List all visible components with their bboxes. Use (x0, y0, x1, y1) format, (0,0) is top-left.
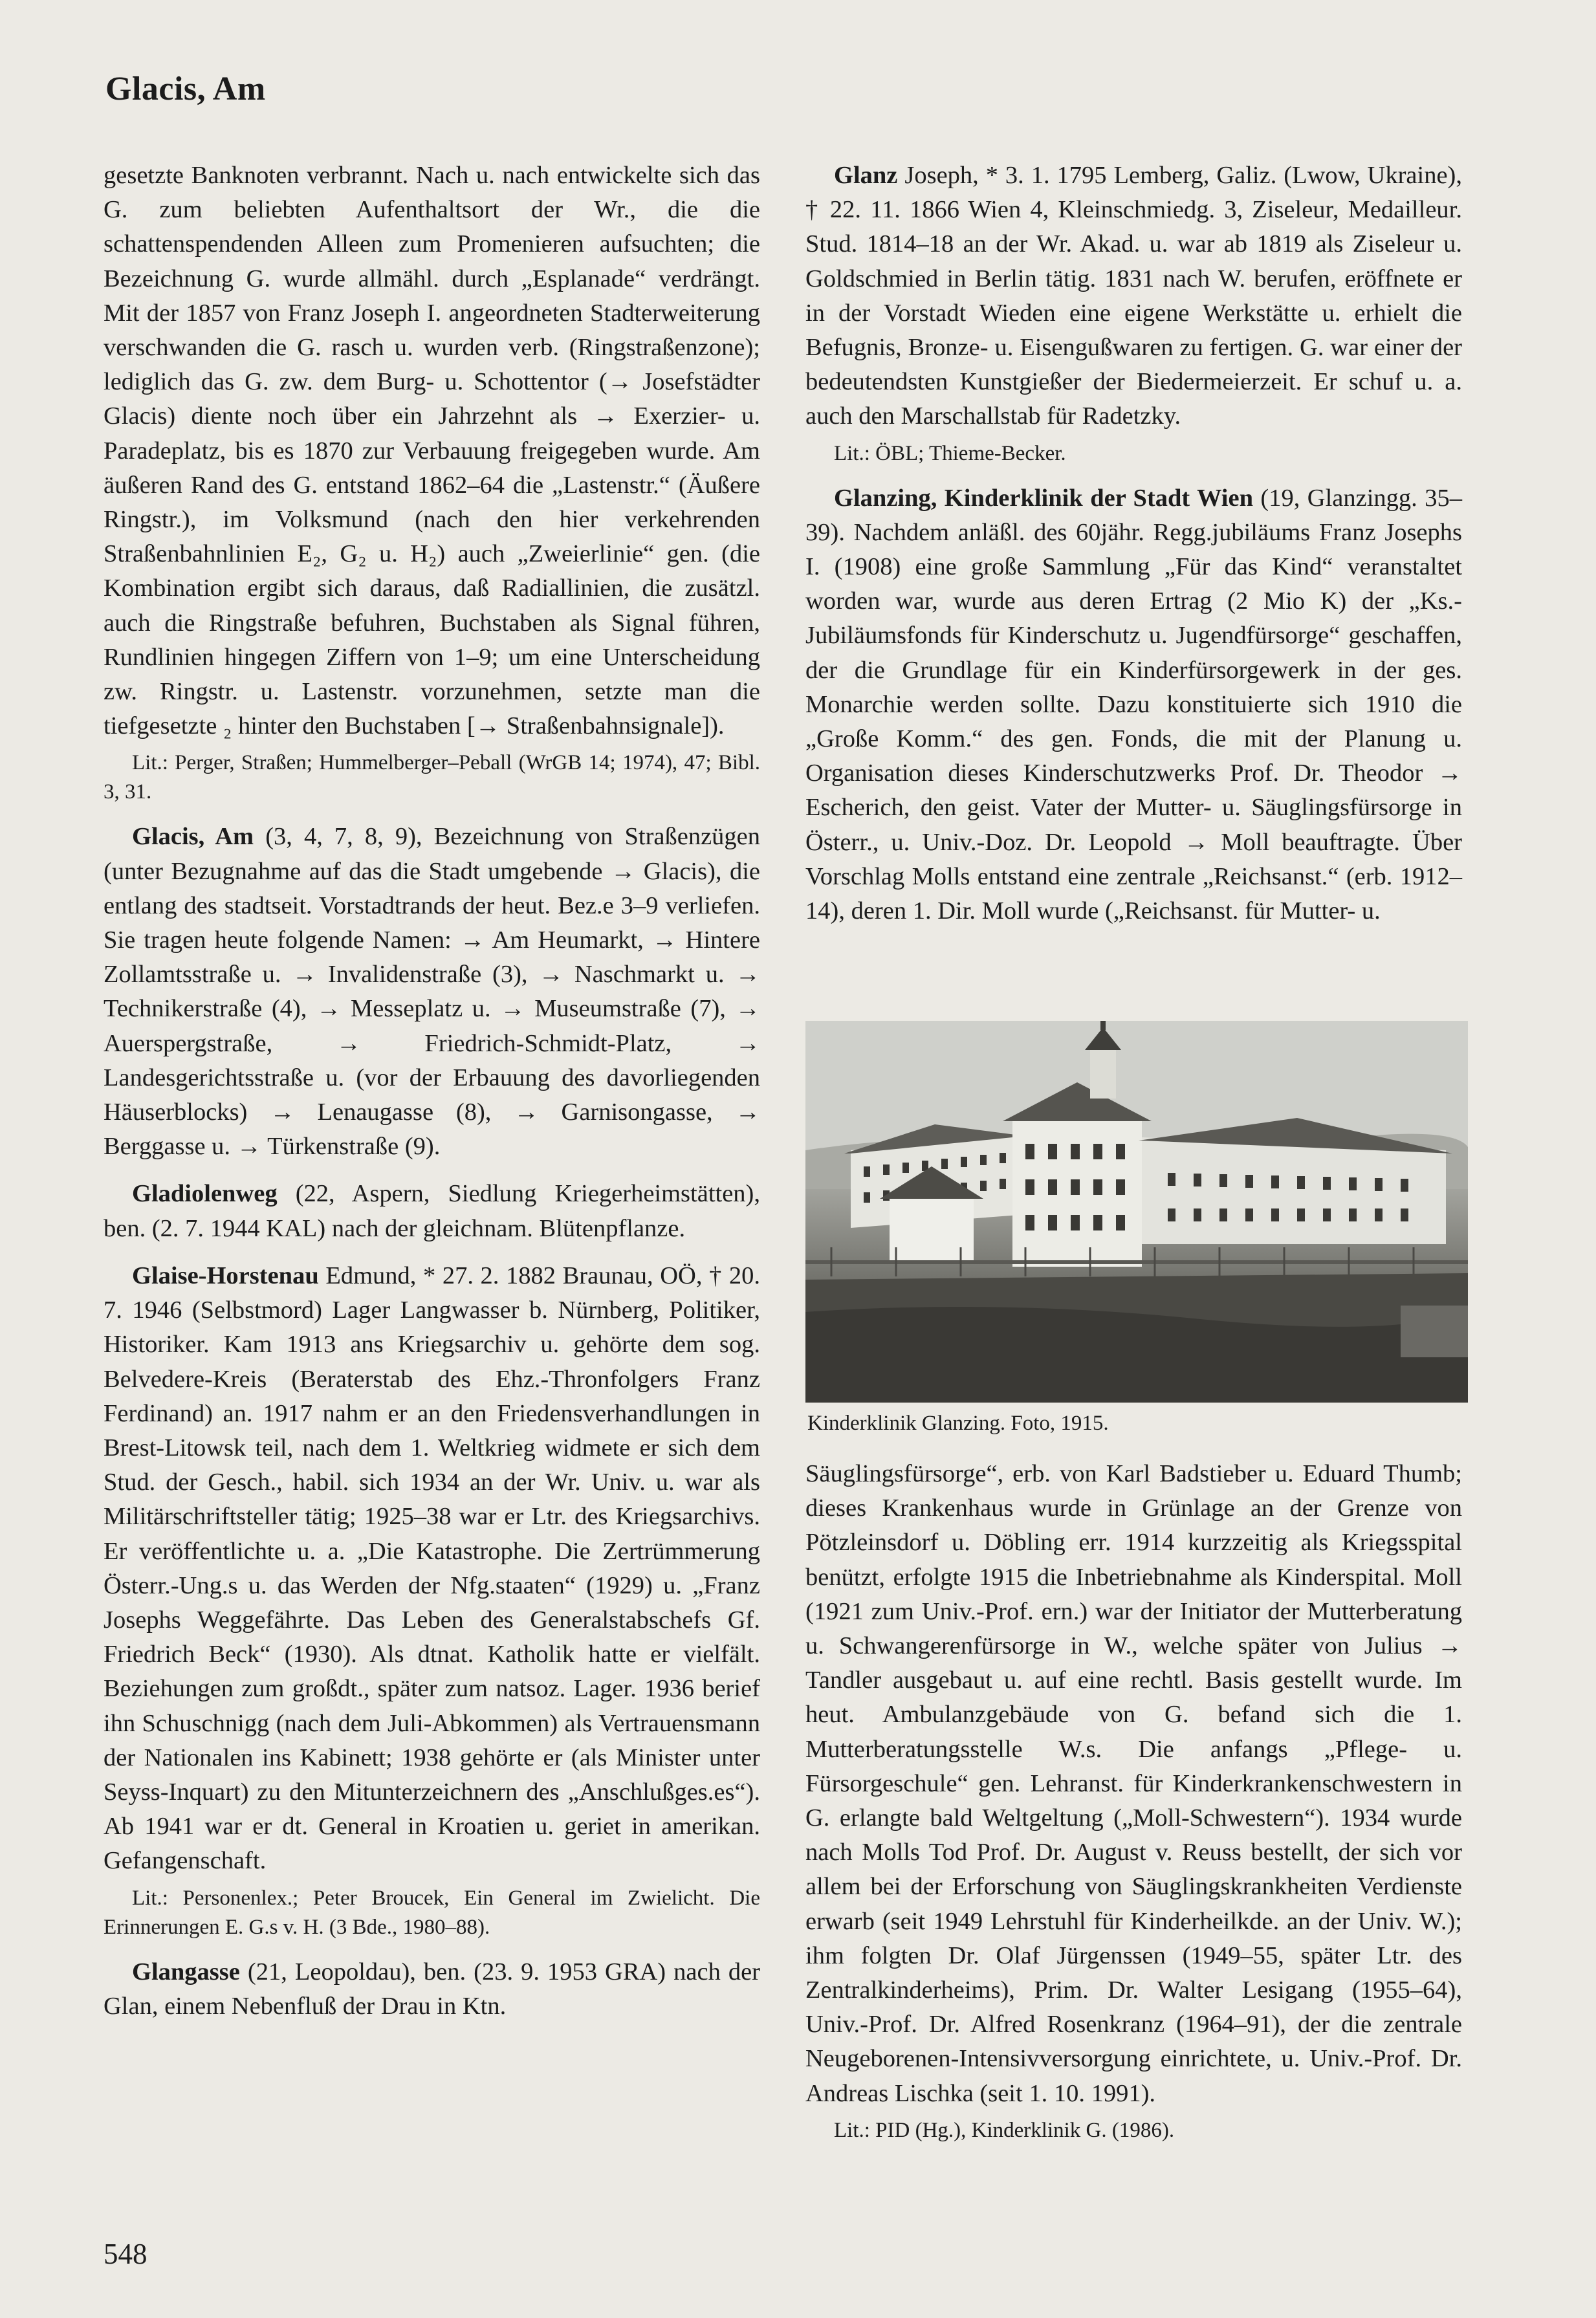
kinderklinik-photo (805, 1021, 1468, 1403)
running-head: Glacis, Am (105, 71, 266, 107)
right-column-top (805, 159, 1462, 928)
glanzing-continuation: Säuglingsfürsorge“, erb. von Karl Badstieber u. Eduard Thumb; dieses Krankenhaus wurde in Grünlage an der Grenze von Pötzleinsdorf u. Döbling err. 1914 kurzzeitig als Kriegsspital benützt, erfolgte 1915 die Inbetriebnahme als Kinderspital. Moll (1921 zum Univ.-Prof. ern.) war der Initiator der Mutterberatung u. Schwangerenfürsorge in W., welche später von Julius → Tandler ausgebaut u. auf eine rechtl. Basis gestellt wurde. Im heut. Ambulanzgebäude von G. befand sich die 1. Mutterberatungsstelle W.s. Die anfangs „Pflege- u. Fürsorgeschule“ gen. Lehranst. für Kinderkrankenschwestern in G. erlangte bald Weltgeltung („Moll-Schwestern“). 1934 wurde nach Molls Tod Prof. Dr. August v. Reuss bestellt, der sich vor allem bei der Erforschung von Säuglingskrankheiten Verdienste erwarb (seit 1949 Lehrstuhl für Kinderheilkde. an der Univ. W.); ihm folgten Dr. Olaf Jürgenssen (1949–55, später Ltr. des Zentralkinderheims), Prim. Dr. Walter Lesigang (1955–64), Univ.-Prof. Dr. Alfred Rosenkranz (1964–91), der die zentrale Neugeborenen-Intensivversorgung einrichtete, u. Univ.-Prof. Dr. Andreas Lischka (seit 1. 10. 1991). (805, 1460, 1462, 2107)
glacis-continuation: gesetzte Banknoten verbrannt. Nach u. nach entwickelte sich das G. zum beliebten Aufenthaltsort der Wr., die die schattenspendenden Alleen zum Promenieren aufsuchten; die Bezeichnung G. wurde allmähl. durch „Esplanade“ verdrängt. Mit der 1857 von Franz Joseph I. angeordneten Stadterweiterung verschwanden die G. rasch u. wurden verb. (Ringstraßenzone); lediglich das G. zw. dem Burg- u. Schottentor (→ Josefstädter Glacis) diente noch über ein Jahrzehnt als → Exerzier- u. Paradeplatz, bis es 1870 zur Verbauung freigegeben wurde. Am äußeren Rand des G. entstand 1862–64 die „Lastenstr.“ (Äußere Ringstr.), im Volksmund (nach den hier verkehrenden Straßenbahnlinien E₂, G₂ u. H₂) auch „Zweierlinie“ gen. (die Kombination ergibt sich daraus, daß Radiallinien, die zusätzl. auch die Ringstraße befuhren, Buchstaben als Signal führen, Rundlinien hingegen Ziffern von 1–9; um eine Unterscheidung zw. Ringstr. u. Lastenstr. vorzunehmen, setzte man die tiefgesetzte ₂ hinter den Buchstaben [→ Straßenbahnsignale]). (104, 162, 760, 740)
entry-glanzing (805, 481, 1462, 929)
entry-text: (3, 4, 7, 8, 9), Bezeichnung von Straßenzügen (unter Bezugnahme auf das die Stadt umgebende → Glacis), die entlang des stadtseit. Vorstadtrands der heut. Bez.e 3–9 verliefen. Sie tragen heute folgende Namen: → Am Heumarkt, → Hintere Zollamtsstraße u. → Invalidenstraße (3), → Naschmarkt u. → Technikerstraße (4), → Messeplatz u. → Museumstraße (7), → Auerspergstraße, → Friedrich-Schmidt-Platz, → Landesgerichtsstraße u. (vor der Erbauung des davorliegenden Häuserblocks) → Lenaugasse (8), → Garnisongasse, → Berggasse u. → Türkenstraße (9). (104, 823, 760, 1161)
entry-headword: Glanz (834, 162, 898, 189)
entry-headword: Glanzing, Kinderklinik der Stadt Wien (834, 484, 1253, 512)
glanz-literature: Lit.: ÖBL; Thieme-Becker. (834, 441, 1066, 465)
glacis-literature: Lit.: Perger, Straßen; Hummelberger–Peball (WrGB 14; 1974), 47; Bibl. 3, 31. (104, 751, 760, 804)
entry-text: (22, Aspern, Siedlung Kriegerheimstätten), ben. (2. 7. 1944 KAL) nach der gleichnam. Blütenpflanze. (104, 1180, 760, 1242)
entry-text: (21, Leopoldau), ben. (23. 9. 1953 GRA) nach der Glan, einem Nebenfluß der Drau in Ktn. (104, 1958, 760, 2020)
entry-text: (19, Glanzingg. 35–39). Nachdem anläßl. des 60jähr. Regg.jubiläums Franz Josephs I. (1908) eine große Sammlung „Für das Kind“ veranstaltet worden war, wurde aus deren Ertrag (2 Mio K) der „Ks.-Jubiläumsfonds für Kinderschutz u. Jugendfürsorge“ geschaffen, der die Grundlage für ein Kinderfürsorgewerk in der ges. Monarchie werden sollte. Dazu konstituierte sich 1910 die „Große Komm.“ des gen. Fonds, die mit der Planung u. Organisation dieses Kinderschutzwerks Prof. Dr. Theodor → Escherich, den geist. Vater der Mutter- u. Säuglingsfürsorge in Österr., u. Univ.-Doz. Dr. Leopold → Moll beauftragte. Über Vorschlag Molls entstand eine zentrale „Reichsanst.“ (erb. 1912–14), deren 1. Dir. Moll wurde („Reichsanst. für Mutter- u. (805, 484, 1462, 925)
entry-headword: Glaise-Horstenau (132, 1262, 319, 1289)
entry-glacis-am (104, 820, 760, 1164)
entry-glaise-horstenau (104, 1259, 760, 1879)
entry-gladiolenweg (104, 1177, 760, 1245)
entry-headword: Gladiolenweg (132, 1180, 278, 1208)
glaise-literature: Lit.: Personenlex.; Peter Broucek, Ein General im Zwielicht. Die Erinnerungen E. G.s v. H. (3 Bde., 1980–88). (104, 1886, 760, 1939)
entry-headword: Glacis, Am (132, 823, 254, 851)
building-illustration (805, 1021, 1468, 1403)
photo-caption: Kinderklinik Glanzing. Foto, 1915. (807, 1412, 1109, 1435)
entry-text: Edmund, * 27. 2. 1882 Braunau, OÖ, † 20. 7. 1946 (Selbstmord) Lager Langwasser b. Nürnberg, Politiker, Historiker. Kam 1913 ans Kriegsarchiv u. gehörte dem sog. Belvedere-Kreis (Beraterstab des Ehz.-Thronfolgers Franz Ferdinand) an. 1917 nahm er an den Friedensverhandlungen in Brest-Litowsk teil, nach dem 1. Weltkrieg widmete er sich dem Stud. der Gesch., habil. sich 1934 an der Wr. Univ. u. war als Militärschriftsteller tätig; 1925–38 war er Ltr. des Kriegsarchivs. Er veröffentlichte u. a. „Die Katastrophe. Die Zertrümmerung Österr.-Ung.s u. das Werden der Nfg.staaten“ (1929) u. „Franz Josephs Weggefährte. Das Leben des Generalstabschefs Gf. Friedrich Beck“ (1930). Als dtnat. Katholik hatte er vielfält. Beziehungen zum großdt., später zum natsoz. Lager. 1936 berief ihn Schuschnigg (nach dem Juli-Abkommen) als Vertrauensmann der Nationalen ins Kabinett; 1938 gehörte er (als Minister unter Seyss-Inquart) zu den Mitunterzeichnern des „Anschlußges.es“). Ab 1941 war er dt. General in Kroatien u. geriet in amerikan. Gefangenschaft. (104, 1262, 760, 1875)
right-column-bottom (805, 1457, 1462, 2145)
page-number: 548 (104, 2238, 148, 2270)
left-column (104, 159, 760, 2024)
glanzing-literature: Lit.: PID (Hg.), Kinderklinik G. (1986). (834, 2118, 1175, 2142)
entry-text: Joseph, * 3. 1. 1795 Lemberg, Galiz. (Lwow, Ukraine), † 22. 11. 1866 Wien 4, Kleinschmiedg. 3, Ziseleur, Medailleur. Stud. 1814–18 an der Wr. Akad. u. war ab 1819 als Ziseleur u. Goldschmied in Berlin tätig. 1831 nach W. berufen, eröffnete er in der Vorstadt Wieden eine eigene Werkstätte u. erhielt die Befugnis, Bronze- u. Eisengußwaren zu fertigen. G. war einer der bedeutendsten Kunstgießer der Biedermeierzeit. Er schuf u. a. auch den Marschallstab für Radetzky. (805, 162, 1462, 430)
entry-glangasse (104, 1955, 760, 2024)
entry-headword: Glangasse (132, 1958, 240, 1985)
entry-glanz (805, 159, 1462, 434)
